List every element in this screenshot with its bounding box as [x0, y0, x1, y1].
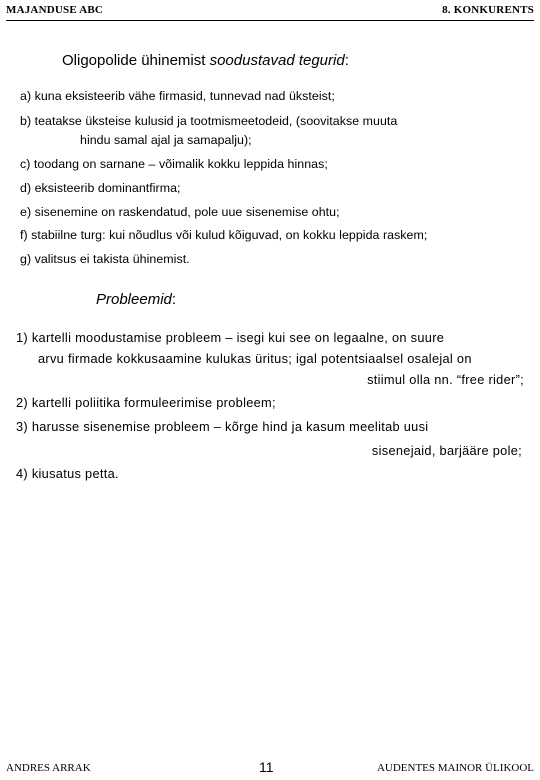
section-title-problems-suffix: :	[171, 291, 177, 308]
footer-author: ANDRES ARRAK	[6, 762, 91, 774]
factor-item-b: b) teatakse üksteise kulusid ja tootmismeetodeid, (soovitakse muuta	[20, 114, 398, 128]
factor-item-b-continued: hindu samal ajal ja samapalju);	[80, 133, 252, 147]
section-title-factors-emphasis: soodustavad tegurid	[209, 52, 345, 69]
factor-item-g: g) valitsus ei takista ühinemist.	[20, 252, 190, 266]
problem-item-2: 2) kartelli poliitika formuleerimise probleem;	[16, 395, 276, 410]
problem-item-1-continued: arvu firmade kokkusaamine kulukas üritus; igal potentsiaalsel osalejal on	[38, 351, 472, 366]
section-title-problems-emphasis: Probleemid	[96, 291, 172, 308]
problem-item-3: 3) harusse sisenemise probleem – kõrge hind ja kasum meelitab uusi	[16, 419, 429, 434]
factor-item-d: d) eksisteerib dominantfirma;	[20, 181, 181, 195]
header-rule	[6, 20, 534, 21]
factor-item-f: f) stabiilne turg: kui nõudlus või kulud kõiguvad, on kokku leppida raskem;	[20, 228, 428, 242]
factor-item-a: a) kuna eksisteerib vähe firmasid, tunnevad nad üksteist;	[20, 89, 335, 103]
problem-item-1: 1) kartelli moodustamise probleem – isegi kui see on legaalne, on suure	[16, 330, 445, 345]
section-title-problems	[96, 291, 176, 308]
running-header-right: 8. KONKURENTS	[442, 4, 534, 16]
footer-institution: AUDENTES MAINOR ÜLIKOOL	[376, 762, 534, 774]
problem-item-4: 4) kiusatus petta.	[16, 466, 119, 481]
section-title-factors-suffix: :	[344, 52, 349, 69]
section-title-factors	[62, 52, 349, 69]
page-number: 11	[259, 759, 274, 775]
running-header-left: MAJANDUSE ABC	[6, 4, 104, 16]
section-title-factors-prefix: Oligopolide ühinemist	[62, 52, 210, 69]
problem-item-1-continued-2: stiimul olla nn. “free rider”;	[367, 372, 524, 387]
problem-item-3-continued: sisenejaid, barjääre pole;	[371, 443, 522, 458]
factor-item-e: e) sisenemine on raskendatud, pole uue sisenemise ohtu;	[20, 205, 340, 219]
factor-item-c: c) toodang on sarnane – võimalik kokku leppida hinnas;	[20, 157, 328, 171]
